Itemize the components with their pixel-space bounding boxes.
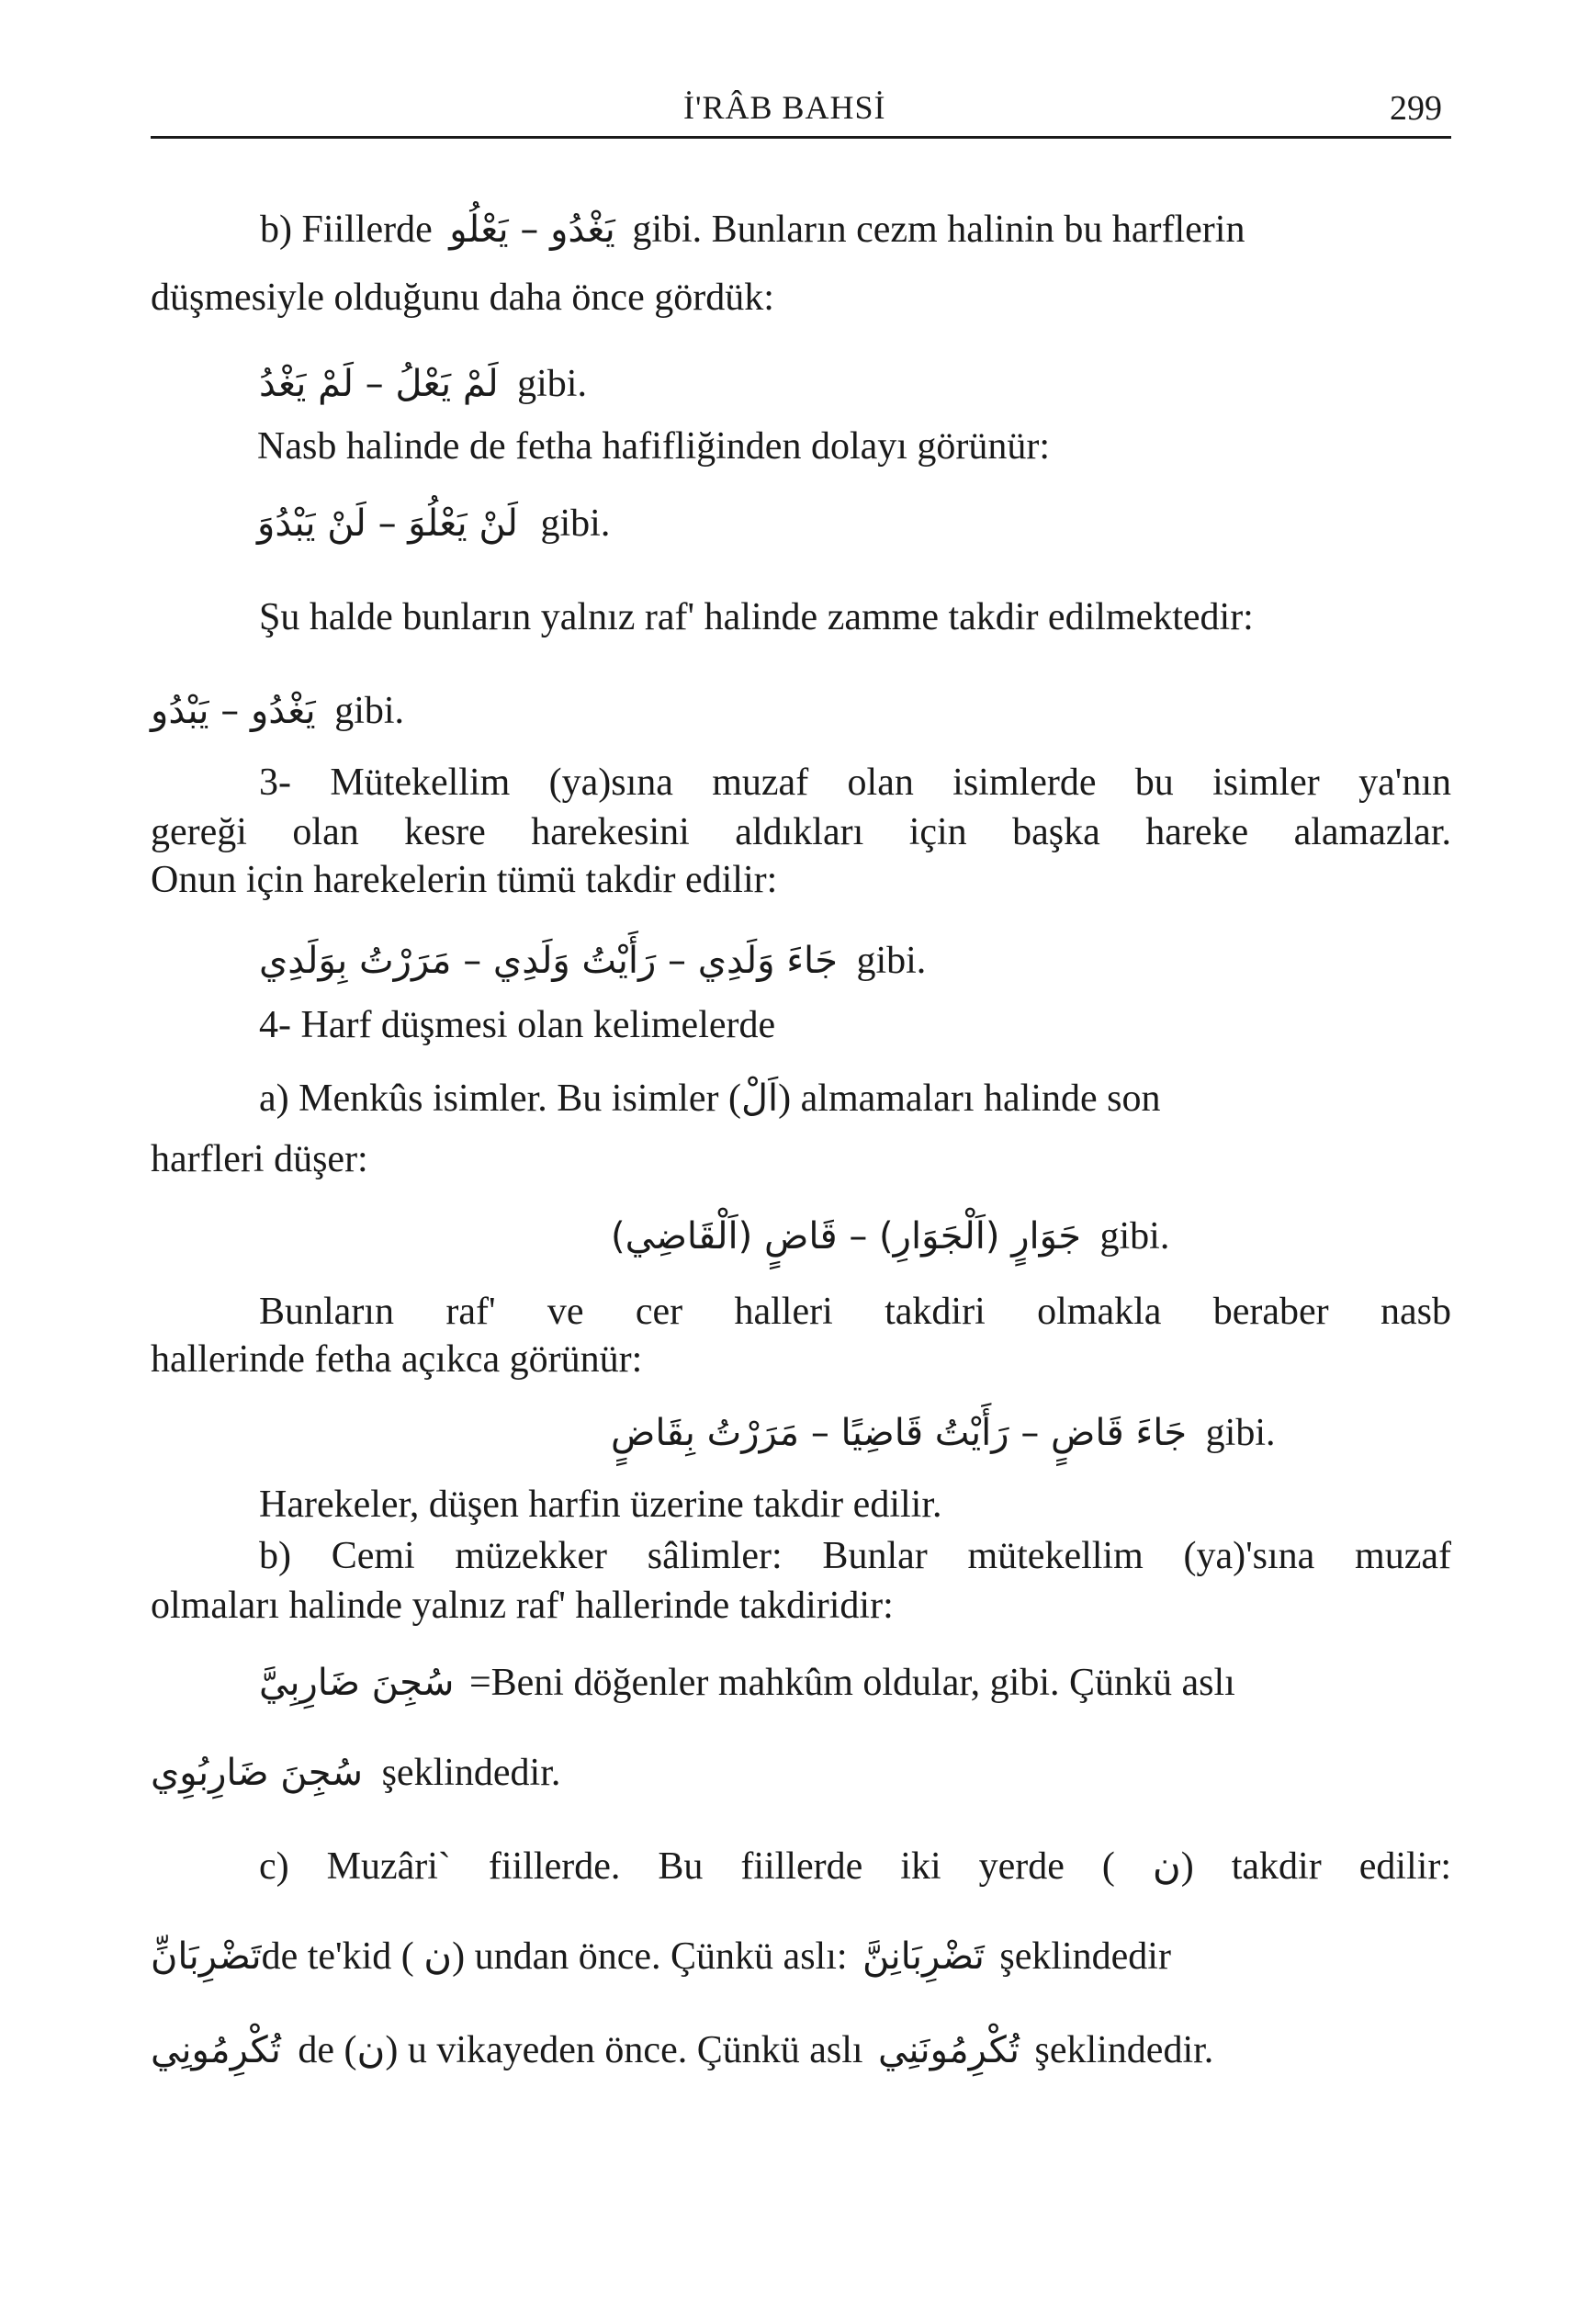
text-run: b) Cemi müzekker sâlimler: Bunlar mütekellim (ya)'sına muzaf (259, 1535, 1451, 1577)
line-14 (151, 1135, 368, 1183)
line-12 (259, 1001, 775, 1049)
line-11 (259, 937, 926, 985)
line-16 (259, 1288, 1451, 1336)
arabic-example: تَضْرِبَانِنَّ (862, 1935, 985, 1978)
text-run: gereği olan kesre harekesini aldıkları için başka hareke alamazlar. (151, 811, 1451, 853)
text-run: =Beni döğenler mahkûm oldular, gibi. Çünkü aslı (468, 1662, 1235, 1704)
text-run: olmaları halinde yalnız raf' hallerinde takdiridir: (151, 1585, 894, 1627)
text-run: şeklindedir (999, 1935, 1171, 1978)
arabic-example: يَغْدُو – يَبْدُو (151, 690, 316, 732)
arabic-example: سُجِنَ ضَارِبِيَّ (259, 1662, 455, 1704)
line-1 (260, 206, 1245, 254)
text-run: hallerinde fetha açıkca görünür: (151, 1338, 643, 1381)
text-run: 4- Harf düşmesi olan kelimelerde (259, 1004, 776, 1046)
line-18 (611, 1409, 1276, 1457)
line-21 (151, 1582, 894, 1630)
arabic-example: اَلْ (740, 1077, 779, 1120)
text-run: Harekeler, düşen harfin üzerine takdir edilir. (259, 1484, 942, 1526)
arabic-example: تُكْرِمُونَنِي (878, 2029, 1020, 2071)
text-run: gibi. (517, 363, 587, 405)
text-run: gibi. (1099, 1215, 1170, 1258)
text-run: c) Muzâri` fiillerde. Bu fiillerde iki yerde ( ن) takdir edilir: (259, 1845, 1451, 1888)
line-20 (259, 1532, 1451, 1580)
line-3 (259, 360, 587, 408)
text-run: ) almamaları halinde son (778, 1077, 1161, 1120)
line-7 (151, 687, 404, 735)
running-title: İ'RÂB BAHSİ (683, 89, 886, 126)
line-25 (151, 1933, 1171, 1980)
text-run: gibi. (334, 690, 405, 732)
text-run: Şu halde bunların yalnız raf' halinde zamme takdir edilmektedir: (259, 596, 1254, 638)
page-number: 299 (1390, 89, 1442, 128)
text-run: b) Fiillerde (260, 209, 433, 251)
line-19 (259, 1481, 942, 1529)
line-9 (151, 808, 1451, 856)
line-15 (611, 1213, 1169, 1260)
arabic-example: جَوَارٍ (اَلْجَوَارِ) – قَاضٍ (اَلْقَاضِي) (611, 1215, 1082, 1258)
text-run: de te'kid ( ن) undan önce. Çünkü aslı: (261, 1935, 848, 1978)
line-2 (151, 274, 774, 322)
arabic-example: سُجِنَ ضَارِبُوِي (151, 1752, 364, 1794)
text-run: gibi. (856, 940, 927, 982)
line-4 (257, 423, 1050, 470)
line-13 (259, 1075, 1161, 1123)
text-run: gibi. (540, 502, 611, 545)
arabic-example: يَغْدُو – يَعْلُو (449, 209, 615, 251)
arabic-example: لَنْ يَعْلُوَ – لَنْ يَبْدُوَ (257, 502, 518, 545)
text-run: Bunların raf' ve cer halleri takdiri olmakla beraber nasb (259, 1291, 1451, 1333)
header-rule (151, 136, 1451, 139)
text-run: 3- Mütekellim (ya)sına muzaf olan isimlerde bu isimler ya'nın (259, 762, 1451, 804)
line-24 (259, 1843, 1451, 1890)
text-run: düşmesiyle olduğunu daha önce gördük: (151, 276, 774, 319)
line-17 (151, 1336, 642, 1383)
text-run: Onun için harekelerin tümü takdir edilir: (151, 859, 778, 901)
line-8 (259, 759, 1451, 807)
text-run: gibi. Bunların cezm halinin bu harflerin (632, 209, 1245, 251)
line-10 (151, 856, 777, 904)
arabic-example: جَاءَ وَلَدِي – رَأَيْتُ وَلَدِي – مَرَرْتُ بِوَلَدِي (259, 940, 838, 982)
text-run: de (ن) u vikayeden önce. Çünkü aslı (298, 2029, 863, 2071)
line-6 (259, 593, 1254, 641)
page-header (151, 88, 1451, 143)
line-26 (151, 2026, 1213, 2074)
arabic-example: تَضْرِبَانِّ (151, 1935, 262, 1978)
arabic-example: لَمْ يَعْلُ – لَمْ يَغْدُ (259, 363, 499, 405)
text-run: a) Menkûs isimler. Bu isimler ( (259, 1077, 741, 1120)
text-run: şeklindedir. (1034, 2029, 1214, 2071)
text-run: harfleri düşer: (151, 1138, 368, 1180)
arabic-example: تُكْرِمُونِي (151, 2029, 281, 2071)
text-run: Nasb halinde de fetha hafifliğinden dolayı görünür: (257, 425, 1051, 468)
arabic-example: جَاءَ قَاضٍ – رَأَيْتُ قَاضِيًا – مَرَرْتُ بِقَاضٍ (611, 1412, 1188, 1454)
line-22 (259, 1659, 1235, 1707)
line-5 (257, 500, 610, 547)
line-23 (151, 1749, 560, 1797)
text-run: şeklindedir. (381, 1752, 561, 1794)
text-run: gibi. (1205, 1412, 1276, 1454)
